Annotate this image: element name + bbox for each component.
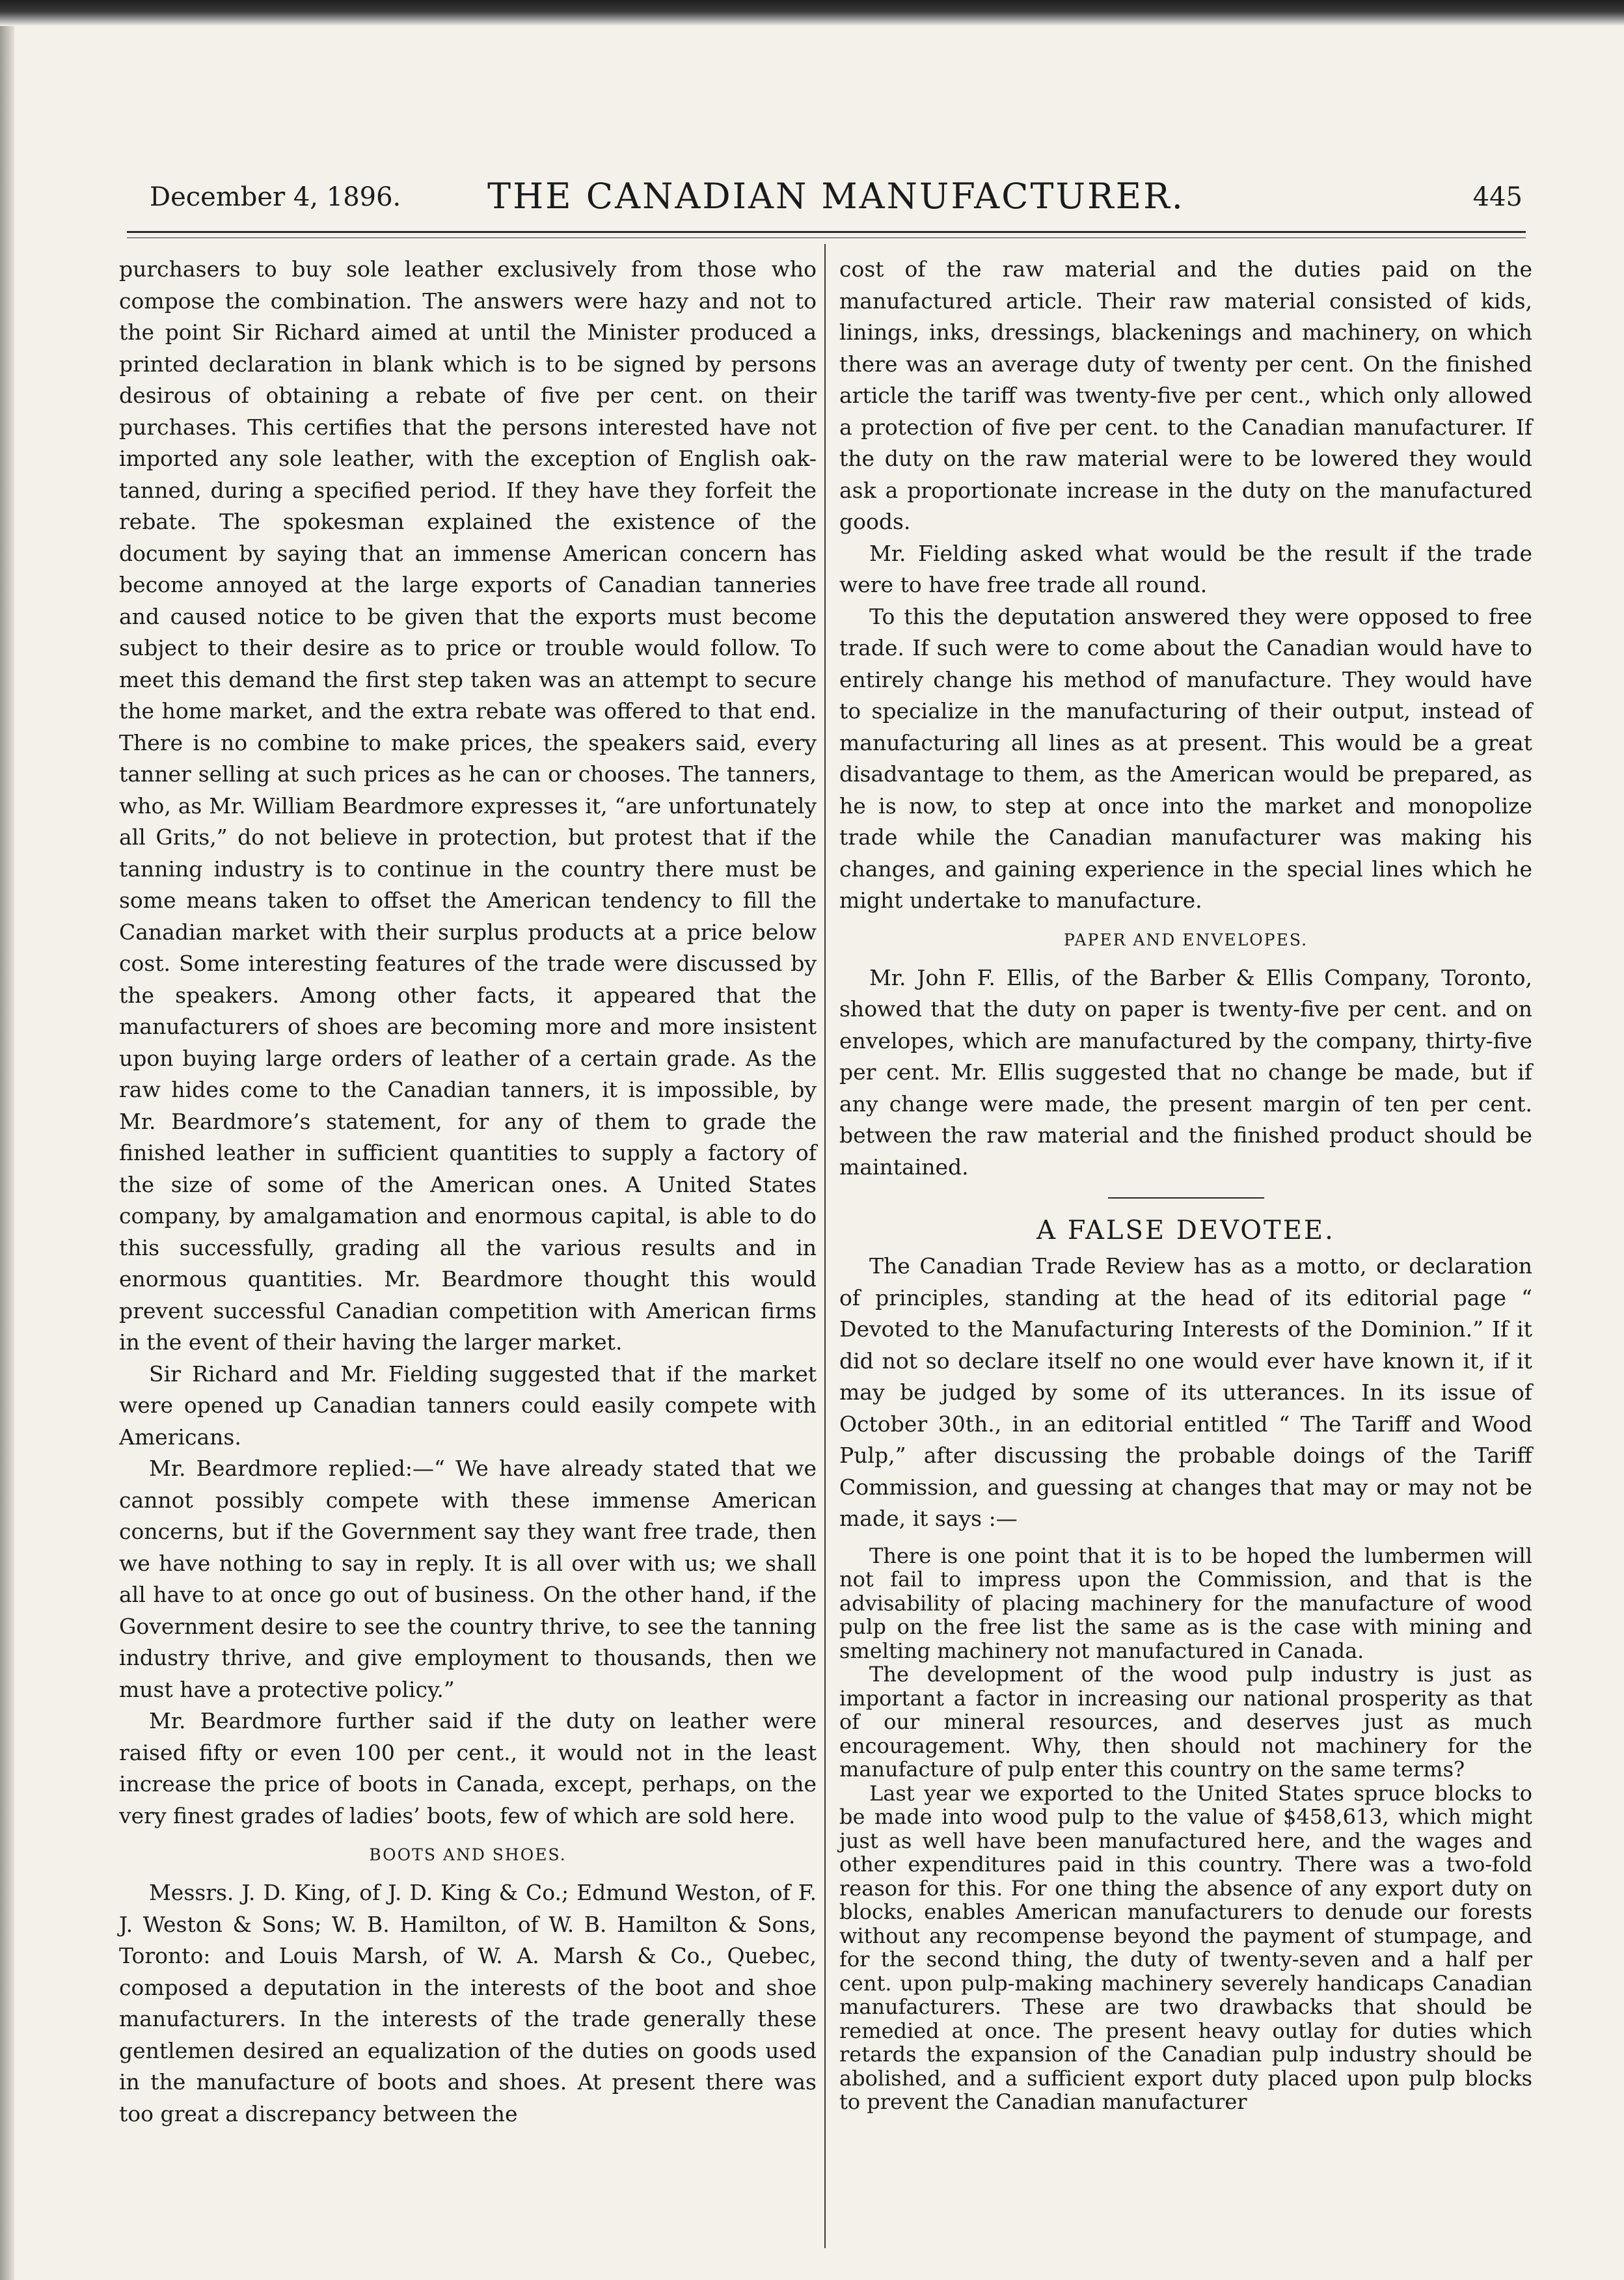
article-title: A FALSE DEVOTEE. bbox=[1036, 1215, 1335, 1245]
page-header bbox=[150, 176, 1522, 221]
page-number: 445 bbox=[1472, 182, 1522, 212]
quote-paragraph: The development of the wood pulp industry is just as important a factor in increasing our national prosperity as that of our mineral resources, and deserves just as much encouragement. Why, then should not machinery for the manufacture of pulp enter this country on the same terms? bbox=[839, 1662, 1532, 1782]
block-quote bbox=[839, 1544, 1532, 2114]
header-rule bbox=[127, 231, 1526, 233]
scan-top-edge bbox=[0, 0, 1624, 26]
issue-date: December 4, 1896. bbox=[150, 182, 401, 212]
paragraph: To this the deputation answered they were opposed to free trade. If such were to come about the Canadian would have to entirely change his method of manufacture. They would have to specialize in the manufacturing of their output, instead of manufacturing all lines as at present. This would be a great disadvantage to them, as the American would be prepared, as he is now, to step at once into the market and monopolize trade while the Canadian manufacturer was making his changes, and gaining experience in the special lines which he might undertake to manufacture. bbox=[839, 603, 1532, 913]
paragraph: Sir Richard and Mr. Fielding suggested that if the market were opened up Canadian tanners could easily compete with Americans. bbox=[119, 1361, 817, 1450]
paragraph: Mr. Beardmore further said if the duty on leather were raised fifty or even 100 per cent., it would not in the least increase the price of boots in Canada, except, perhaps, on the very finest grades of ladies’ boots, few of which are sold here. bbox=[119, 1708, 817, 1828]
left-column bbox=[119, 254, 817, 2130]
right-column bbox=[839, 254, 1532, 2114]
paragraph: The Canadian Trade Review has as a motto, or declaration of principles, standing at the head of its editorial page “ Devoted to the Manufacturing Interests of the Dominion.” If it did not so declare itself no one would ever have known it, if it may be judged by some of its utterances. In its issue of October 30th., in an editorial entitled “ The Tariff and Wood Pulp,” after discussing the probable doings of the Tariff Commission, and guessing at changes that may or may not be made, it says :— bbox=[839, 1253, 1532, 1531]
article-separator bbox=[1108, 1197, 1264, 1199]
paragraph: Mr. Beardmore replied:—“ We have already stated that we cannot possibly compete with these immense American concerns, but if the Government say they want free trade, then we have nothing to say in reply. It is all over with us; we shall all have to at once go out of business. On the other hand, if the Government desire to see the country thrive, to see the tanning industry thrive, and give employment to thousands, then we must have a protective policy.” bbox=[119, 1456, 817, 1702]
quote-paragraph: Last year we exported to the United States spruce blocks to be made into wood pulp to the value of $458,613, which might just as well have been manufactured here, and the wages and other expenditures paid in this country. There was a two-fold reason for this. For one thing the absence of any export duty on blocks, enables American manufacturers to denude our forests without any recompense beyond the payment of stumpage, and for the second thing, the duty of twenty-seven and a half per cent. upon pulp-making machinery severely handicaps Canadian manufacturers. These are two drawbacks that should be remedied at once. The present heavy outlay for duties which retards the expansion of the Canadian pulp industry should be abolished, and a sufficient export duty placed upon pulp blocks to prevent the Canadian manufacturer bbox=[839, 1780, 1532, 2114]
paragraph: Mr. John F. Ellis, of the Barber & Ellis Company, Toronto, showed that the duty on paper is twenty-five per cent. and on envelopes, which are manufactured by the company, thirty-five per cent. Mr. Ellis suggested that no change be made, but if any change were made, the present margin of ten per cent. between the raw material and the finished product should be maintained. bbox=[839, 964, 1532, 1180]
paragraph: purchasers to buy sole leather exclusively from those who compose the combination. The answers were hazy and not to the point Sir Richard aimed at until the Minister produced a printed declaration in blank which is to be signed by persons desirous of obtaining a rebate of five per cent. on their purchases. This certifies that the persons interested have not imported any sole leather, with the exception of English oak-tanned, during a specified period. If they have they forfeit the rebate. The spokesman explained the existence of the document by saying that an immense American concern has become annoyed at the large exports of Canadian tanneries and caused notice to be given that the exports must become subject to their desire as to price or trouble would follow. To meet this demand the first step taken was an attempt to secure the home market, and the extra rebate was offered to that end. There is no combine to make prices, the speakers said, every tanner selling at such prices as he can or chooses. The tanners, who, as Mr. William Beardmore expresses it, “are unfortunately all Grits,” do not believe in protection, but protest that if the tanning industry is to continue in the country there must be some means taken to offset the American tendency to fill the Canadian market with their surplus products at a price below cost. Some interesting features of the trade were discussed by the speakers. Among other facts, it appeared that the manufacturers of shoes are becoming more and more insistent upon buying large orders of leather of a certain grade. As the raw hides come to the Canadian tanners, it is impossible, by Mr. Beardmore’s statement, for any of them to grade the finished leather in sufficient quantities to supply a factory of the size of some of the American ones. A United States company, by amalgamation and enormous capital, is able to do this successfully, grading all the various results and in enormous quantities. Mr. Beardmore thought this would prevent successful Canadian competition with American firms in the event of their having the larger market. bbox=[119, 256, 817, 1355]
paragraph: Mr. Fielding asked what would be the result if the trade were to have free trade all round. bbox=[839, 540, 1532, 597]
section-subhead: PAPER AND ENVELOPES. bbox=[1063, 930, 1308, 949]
paragraph: Messrs. J. D. King, of J. D. King & Co.; Edmund Weston, of F. J. Weston & Sons; W. B. Hamilton, of W. B. Hamilton & Sons, Toronto: and Louis Marsh, of W. A. Marsh & Co., Quebec, composed a deputation in the interests of the boot and shoe manufacturers. In the interests of the trade generally these gentlemen desired an equalization of the duties on goods used in the manufacture of boots and shoes. At present there was too great a discrepancy between the bbox=[119, 1880, 817, 2126]
scan-left-edge bbox=[0, 26, 14, 2280]
publication-title: THE CANADIAN MANUFACTURER. bbox=[487, 176, 1185, 217]
section-subhead: BOOTS AND SHOES. bbox=[369, 1845, 567, 1864]
quote-paragraph: There is one point that it is to be hoped the lumbermen will not fail to impress upon the Commission, and that is the advisability of placing machinery for the manufacture of wood pulp on the free list the same as is the case with mining and smelting machinery not manufactured in Canada. bbox=[839, 1543, 1532, 1663]
column-divider bbox=[824, 244, 826, 2248]
paragraph: cost of the raw material and the duties paid on the manufactured article. Their raw material consisted of kids, linings, inks, dressings, blackenings and machinery, on which there was an average duty of twenty per cent. On the finished article the tariff was twenty-five per cent., which only allowed a protection of five per cent. to the Canadian manufacturer. If the duty on the raw material were to be lowered they would ask a proportionate increase in the duty on the manufactured goods. bbox=[839, 256, 1532, 534]
